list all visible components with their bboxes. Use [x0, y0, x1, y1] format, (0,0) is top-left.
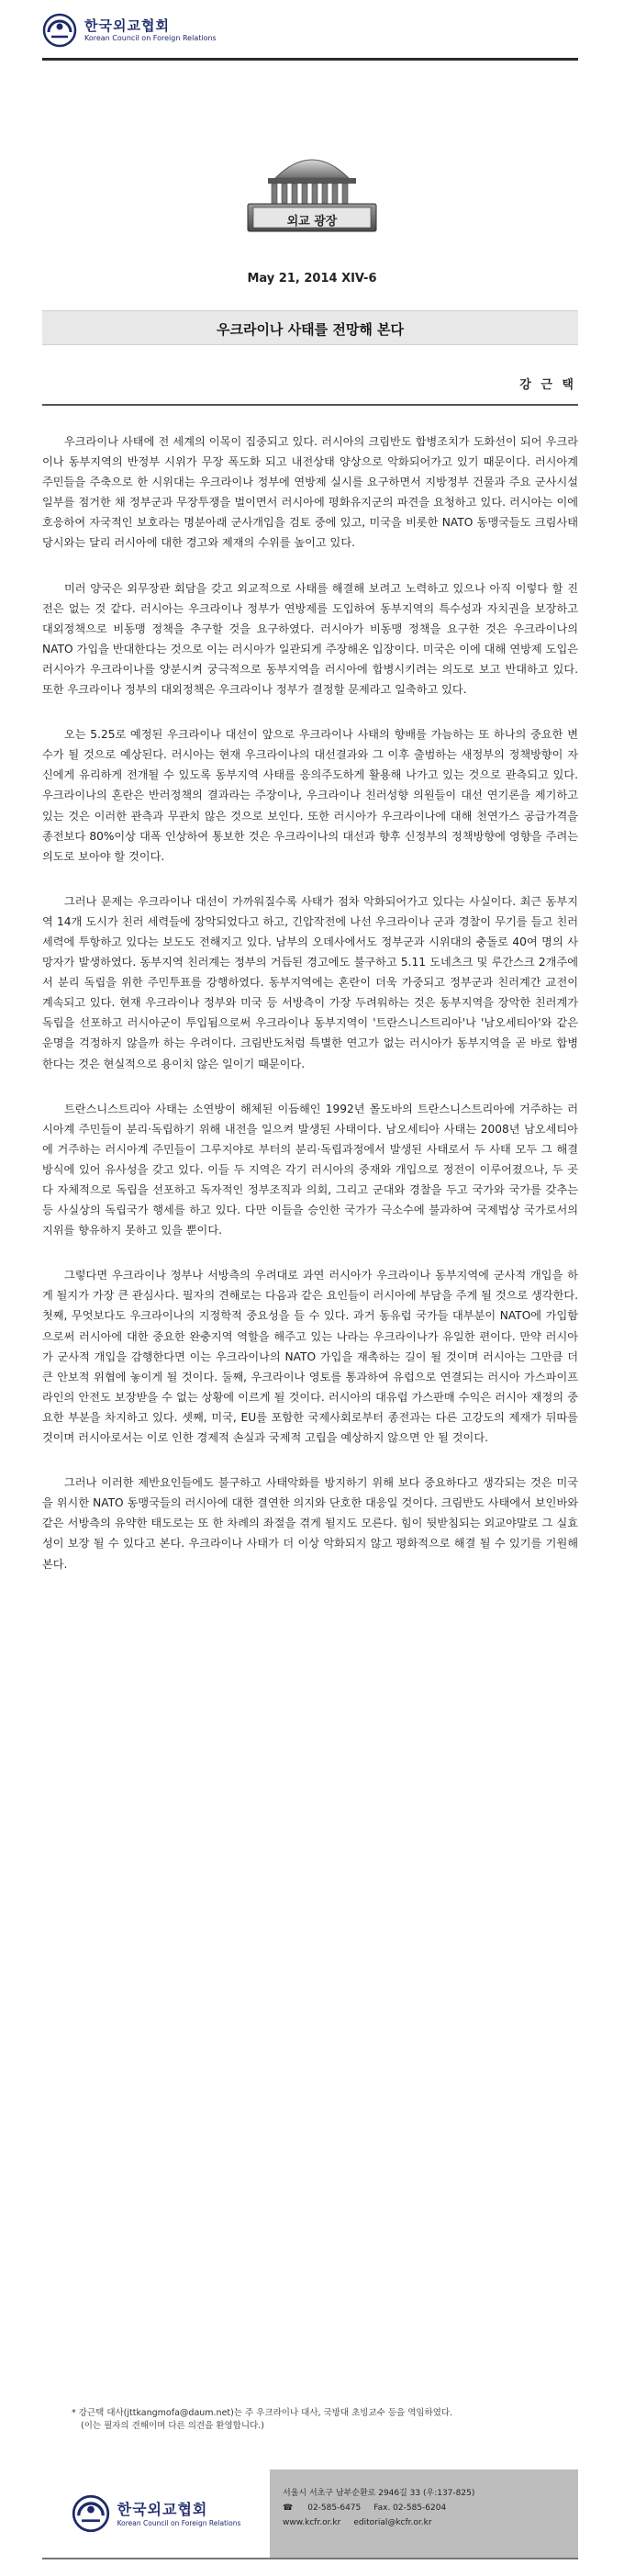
footer-org-name-ko: 한국외교협회	[117, 2500, 208, 2518]
article-body	[42, 431, 578, 1599]
body-paragraph: 그러나 문제는 우크라이나 대선이 가까워질수록 사태가 점차 악화되어가고 있다는 사실이다. 최근 동부지역 14개 도시가 친러 세력들에 장악되었다고 하고, 긴압작전에 나선 우크라이나 군과 경찰이 무기를 들고 친러 세력에 투항하고 있다는 보도도 전해지고 있다. 남부의 오데사에서도 정부군과 시위대의 충돌로 40여 명의 사망자가 발생하였다. 동부지역 친러계는 정부의 거듭된 경고에도 불구하고 5.11 도네츠크 및 루간스크 2개주에서 분리 독립을 위한 주민투표를 강행하였다. 동부지역에는 혼란이 더욱 가중되고 정부군과 친러계간 교전이 계속되고 있다. 현재 우크라이나 정부와 미국 등 서방측이 가장 두려워하는 것은 동부지역을 장악한 친러계가 독립을 선포하고 러시아군이 투입됨으로써 우크라이나 동부지역이 '트란스니스트리아'나 '남오세티아'와 같은 운명을 걱정하지 않을까 하는 우려이다. 크림반도처럼 특별한 연고가 없는 러시아가 동부지역을 곧 바로 합병한다는 것은 현실적으로 용이치 않은 일이기 때문이다.	[42, 894, 578, 1070]
phone-number: 02-585-6475	[307, 2503, 362, 2513]
author-name: 강 근 택	[519, 378, 576, 392]
author-divider	[42, 404, 578, 406]
emblem-label: 외교 광장	[286, 215, 338, 229]
header-logo	[42, 13, 217, 48]
body-paragraph: 트란스니스트리아 사태는 소연방이 해체된 이듬해인 1992년 몰도바의 트란스니스트리아에 거주하는 러시아계 주민들이 분리·독립하기 위해 내전을 일으켜 발생된 사태이다. 남오세티아 사태는 2008년 남오세티아에 거주하는 러시아계 주민들이 그루지야로 부터의 분리·독립과정에서 발생된 사태로서 두 사태 모두 그 해결방식에 있어 유사성을 갖고 있다. 이들 두 지역은 각기 러시아의 중재와 개입으로 정전이 이루어졌으나, 두 곳 다 자체적으로 독립을 선포하고 독자적인 정부조직과 의회, 그리고 군대와 경찰을 두고 국가와 국가를 갖추는 등 사실상의 독립국가 행세를 하고 있다. 다만 이들을 승인한 국가가 극소수에 불과하여 국제법상 국가로서의 지위를 향유하지 못하고 있을 뿐이다.	[42, 1102, 578, 1238]
body-paragraph: 오는 5.25로 예정된 우크라이나 대선이 앞으로 우크라이나 사태의 향배를 가늠하는 또 하나의 중요한 변수가 될 것으로 예상된다. 러시아는 현재 우크라이나의 대선결과와 그 이후 출범하는 새정부의 정책방향이 자신에게 유리하게 전개될 수 있도록 동부지역 사태를 응의주도하게 활용해 나가고 있는 것으로 관측되고 있다. 우크라이나의 혼란은 반러정책의 결과라는 주장이나, 우크라이나 친러성향 의원들이 대선 연기론을 제기하고 있는 것은 이러한 관측과 무관치 않은 것으로 보인다. 또한 러시아가 우크라이나에 대해 천연가스 공급가격을 종전보다 80%이상 대폭 인상하여 통보한 것은 우크라이나의 대선과 향후 신정부의 정책방향에 영향을 주려는 의도로 보아야 할 것이다.	[42, 728, 578, 863]
contact-panel	[270, 2470, 578, 2558]
footnote-line: * 강근택 대사(jttkangmofa@daum.net)는 주 우크라이나 대사, 국방대 초빙교수 등을 역임하였다.	[72, 2408, 453, 2418]
footer-org-name-en: Korean Council on Foreign Relations	[117, 2518, 241, 2527]
email-link[interactable]: editorial@kcfr.or.kr	[353, 2518, 432, 2527]
issue-date-line: May 21, 2014 XIV-6	[247, 272, 377, 286]
header-divider	[42, 58, 578, 61]
fax-number: Fax. 02-585-6204	[373, 2503, 447, 2513]
article-title: 우크라이나 사태를 전망해 본다	[216, 321, 405, 338]
footer	[42, 2470, 578, 2558]
address: 서울시 서초구 남부순환로 2946길 33 (우:137-825)	[283, 2489, 475, 2498]
org-emblem-icon	[42, 13, 77, 48]
title-bar	[42, 310, 578, 345]
footer-divider	[42, 2558, 578, 2559]
footer-logo	[42, 2470, 270, 2558]
diplomacy-forum-emblem	[220, 138, 404, 239]
footnote-line: (이는 필자의 견해이며 다른 의견을 환영합니다.)	[81, 2421, 264, 2431]
body-paragraph: 미러 양국은 외무장관 회담을 갖고 외교적으로 사태를 해결해 보려고 노력하고 있으나 아직 이렇다 할 진전은 없는 것 같다. 러시아는 우크라이나 정부가 연방제를 도입하여 동부지역의 특수성과 자치권을 보장하고 대외정책으로 비동맹 정책을 추구할 것을 요구하였다. 러시아가 비동맹 정책을 요구한 것은 우크라이나의 NATO 가입을 반대한다는 것으로 이는 러시아가 일관되게 주장해온 입장이다. 미국은 이에 대해 연방제 도입은 러시아가 우크라이나를 양분시켜 궁극적으로 동부지역을 러시아에 합병시키려는 의도로 보고 반대하고 있다. 또한 우크라이나 정부의 대외정책은 우크라이나 정부가 결정할 문제라고 일축하고 있다.	[42, 581, 578, 697]
author-footnote	[72, 2407, 578, 2433]
body-paragraph: 그렇다면 우크라이나 정부나 서방측의 우려대로 과연 러시아가 우크라이나 동부지역에 군사적 개입을 하게 될지가 가장 큰 관심사다. 필자의 견해로는 다음과 같은 요인들이 러시아에 부담을 주게 될 것으로 생각한다. 첫째, 무엇보다도 우크라이나의 지정학적 중요성을 들 수 있다. 과거 동유럽 국가들 대부분이 NATO에 가입함으로써 러시아에 대한 중요한 완충지역 역할을 해주고 있는 나라는 우크라이나가 유일한 편이다. 만약 러시아가 군사적 개입을 감행한다면 이는 우크라이나의 NATO 가입을 재촉하는 길이 될 것이며 러시아는 그만큼 더 큰 안보적 위협에 놓이게 될 것이다. 둘째, 우크라이나 영토를 통과하여 유럽으로 연결되는 러시아 가스파이프 라인의 안전도 보장받을 수 없는 상황에 이르게 될 것이다. 러시아의 대유럽 가스판매 수익은 러시아 재정의 중요한 부분을 차지하고 있다. 셋째, 미국, EU를 포함한 국제사회로부터 종전과는 다른 고강도의 제재가 뒤따를 것이며 러시아로서는 이로 인한 경제적 손실과 국제적 고립을 예상하지 않으면 안 될 것이다.	[42, 1269, 578, 1445]
website-link[interactable]: www.kcfr.or.kr	[283, 2518, 341, 2527]
body-paragraph: 그러나 이러한 제반요인들에도 불구하고 사태악화를 방지하기 위해 보다 중요하다고 생각되는 것은 미국을 위시한 NATO 동맹국들의 러시아에 대한 결연한 의지와 단호한 대응일 것이다. 크림반도 사태에서 보인바와 같은 서방측의 유약한 태도로는 또 한 차례의 좌절을 겪게 될지도 모른다. 힘이 뒷받침되는 외교야말로 그 실효성이 보장 될 수 있다고 본다. 우크라이나 사태가 더 이상 악화되지 않고 평화적으로 해결 될 수 있기를 기원해 본다.	[42, 1476, 578, 1571]
org-emblem-icon	[72, 2494, 110, 2533]
body-paragraph: 우크라이나 사태에 전 세계의 이목이 집중되고 있다. 러시아의 크림반도 합병조치가 도화선이 되어 우크라이나 동부지역의 반정부 시위가 무장 폭도화 되고 내전상태 양상으로 악화되어가고 있기 때문이다. 러시아계 주민들을 주축으로 한 시위대는 우크라이나 정부에 연방제 실시를 요구하면서 지방정부 건물과 주요 군사시설 일부를 점거한 채 정부군과 무장투쟁을 벌이면서 러시아에 평화유지군의 파견을 요청하고 있다. 러시아는 이에 호응하여 자국적인 보호라는 명분아래 군사개입을 검토 중에 있고, 미국을 비롯한 NATO 동맹국들도 크림사태 당시와는 달리 러시아에 대한 경고와 제재의 수위를 높이고 있다.	[42, 435, 578, 550]
org-name-ko: 한국외교협회	[84, 17, 170, 34]
phone-icon: ☎	[283, 2503, 294, 2513]
org-name-en: Korean Council on Foreign Relations	[84, 34, 217, 42]
